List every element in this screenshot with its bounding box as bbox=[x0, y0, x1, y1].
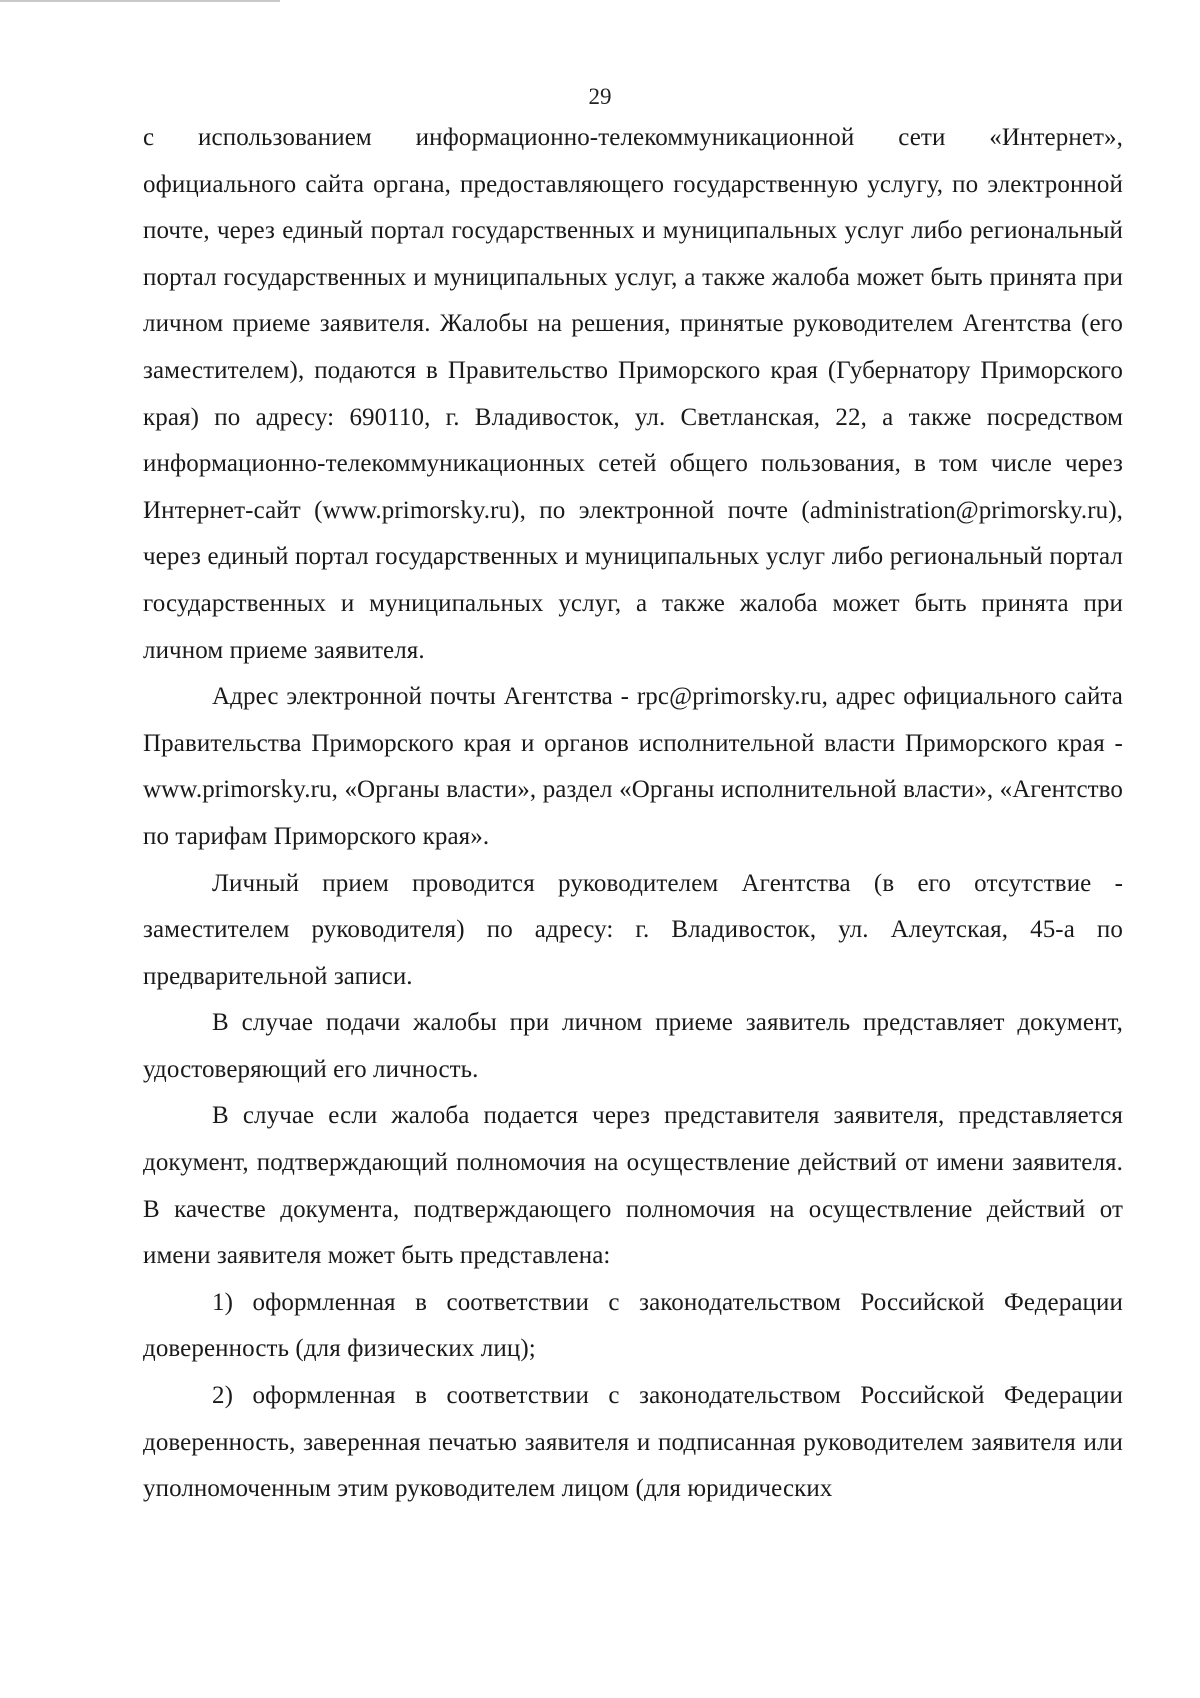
paragraph-representative: В случае если жалоба подается через представителя заявителя, представляется документ, подтверждающий полномочия на осуществление действий от имени заявителя. В качестве документа, подтверждающего полномочия на осуществление действий от имени заявителя может быть представлена: bbox=[143, 1102, 1123, 1270]
paragraph-identity-document: В случае подачи жалобы при личном приеме заявитель представляет документ, удостоверяющий его личность. bbox=[143, 1009, 1123, 1083]
scan-edge-line bbox=[0, 0, 280, 2]
list-item-power-of-attorney-individuals: 1) оформленная в соответствии с законодательством Российской Федерации доверенность (для физических лиц); bbox=[143, 1288, 1123, 1363]
paragraph-personal-reception: Личный прием проводится руководителем Агентства (в его отсутствие - заместителем руководителя) по адресу: г. Владивосток, ул. Алеутская, 45-а по предварительной записи. bbox=[143, 869, 1123, 990]
page-number: 29 bbox=[588, 84, 612, 109]
document-body bbox=[143, 115, 1123, 1513]
paragraph-complaint-channels: с использованием информационно-телекоммуникационной сети «Интернет», официального сайта органа, предоставляющего государственную услугу, по электронной почте, через единый портал государственных и муниципальных услуг либо региональный портал государственных и муниципальных услуг, а также жалоба может быть принята при личном приеме заявителя. Жалобы на решения, принятые руководителем Агентства (его заместителем), подаются в Правительство Приморского края (Губернатору Приморского края) по адресу: 690110, г. Владивосток, ул. Светланская, 22, а также посредством информационно-телекоммуникационных сетей общего пользования, в том числе через Интернет-сайт (www.primorsky.ru), по электронной почте (administration@primorsky.ru), через единый портал государственных и муниципальных услуг либо региональный портал государственных и муниципальных услуг, а также жалоба может быть принята при личном приеме заявителя. bbox=[143, 124, 1123, 664]
paragraph-agency-contacts: Адрес электронной почты Агентства - rpc@primorsky.ru, адрес официального сайта Правительства Приморского края и органов исполнительной власти Приморского края - www.primorsky.ru, «Органы власти», раздел «Органы исполнительной власти», «Агентство по тарифам Приморского края». bbox=[143, 683, 1123, 850]
list-item-power-of-attorney-legal-entities: 2) оформленная в соответствии с законодательством Российской Федерации доверенность, заверенная печатью заявителя и подписанная руководителем заявителя или уполномоченным этим руководителем лицом (для юридических bbox=[143, 1382, 1123, 1503]
